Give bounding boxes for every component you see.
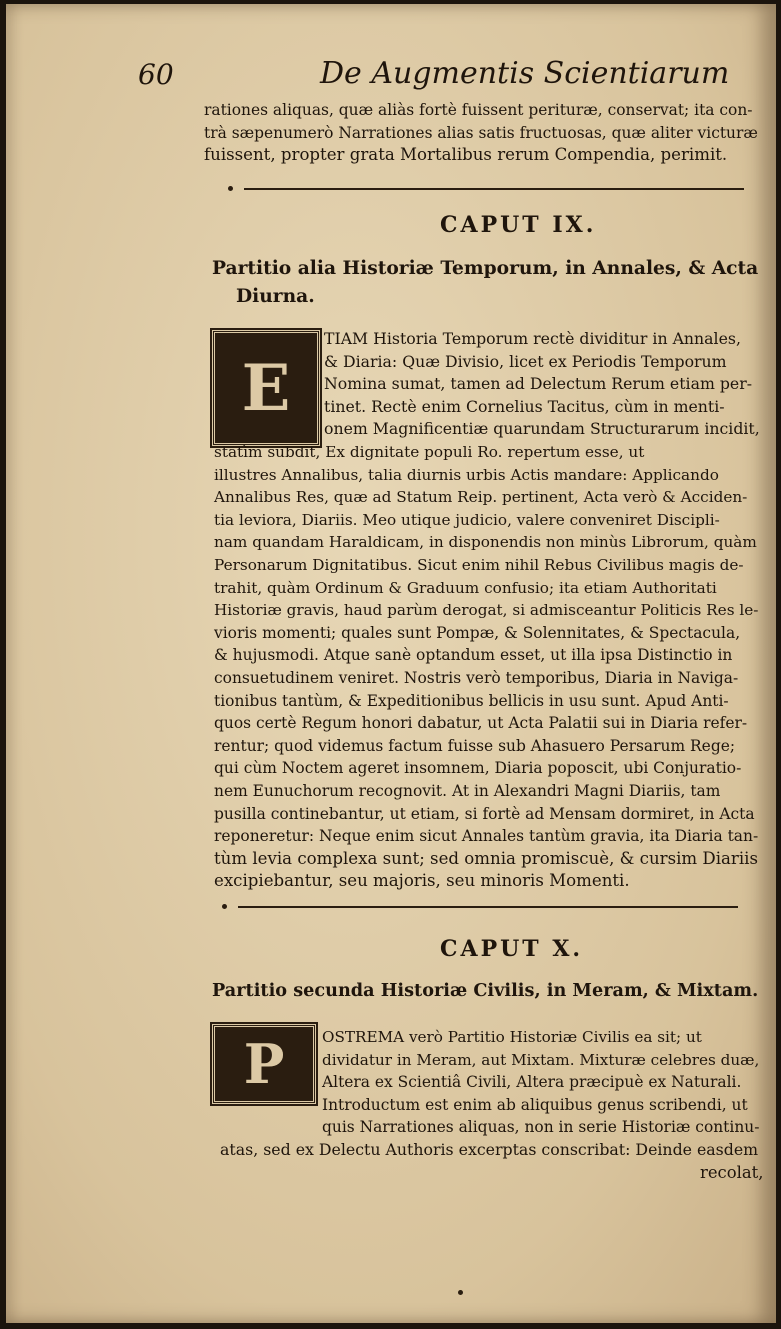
text-line: Introductum est enim ab aliquibus genus scribendi, ut [322,1095,748,1114]
text-line: Historiæ gravis, haud parùm derogat, si admisceantur Politicis Res le- [214,601,759,620]
text-line: OSTREMA verò Partitio Historiæ Civilis ea sit; ut [322,1028,702,1046]
heading-line: Diurna. [236,285,315,307]
text-line: reponeretur: Neque enim sicut Annales tantùm gravia, ita Diaria tan- [214,827,759,846]
drop-cap-initial [212,330,320,446]
chapter10-text-narrow [322,1026,759,1139]
page-mark [458,1290,463,1295]
text-line: Annalibus Res, quæ ad Statum Reip. pertinent, Acta verò & Acciden- [214,488,748,507]
text-line: consuetudinem veniret. Nostris verò temporibus, Diaria in Naviga- [214,668,739,687]
drop-cap-letter: E [241,350,291,426]
drop-cap-letter: P [243,1032,285,1096]
text-line: excipiebantur, seu majoris, seu minoris Momenti. [214,871,630,891]
book-page [6,4,776,1323]
chapter-title: CAPUT IX. [440,212,597,238]
text-line: TIAM Historia Temporum rectè dividitur in Annales, [324,329,741,348]
chapter9-text-narrow [324,328,760,441]
chapter-title: CAPUT X. [440,936,584,962]
text-line: quis Narrationes aliquas, non in serie Historiæ continu- [322,1118,760,1137]
text-line: tùm levia complexa sunt; sed omnia promiscuè, & cursim Diariis [214,848,758,868]
text-line: dividatur in Meram, aut Mixtam. Mixturæ celebres duæ, [322,1050,760,1069]
text-line: vioris momenti; quales sunt Pompæ, & Solennitates, & Spectacula, [214,623,741,642]
text-line: illustres Annalibus, talia diurnis urbis Actis mandare: Applicando [214,465,719,484]
text-line: trà sæpenumerò Narrationes alias satis fructuosas, quæ aliter victuræ [204,123,758,142]
section-divider [238,906,738,908]
text-line: tia leviora, Diariis. Meo utique judicio, valere conveniret Discipli- [214,510,720,529]
text-line: & hujusmodi. Atque sanè optandum esset, ut illa ipsa Distinctio in [214,646,733,665]
text-line: trahit, quàm Ordinum & Graduum confusio; ita etiam Authoritati [214,578,717,597]
text-line: quos certè Regum honori dabatur, ut Acta Palatii sui in Diaria refer- [214,714,748,733]
heading-line: Partitio alia Historiæ Temporum, in Annales, & Acta [212,257,759,279]
text-line: Nomina sumat, tamen ad Delectum Rerum etiam per- [324,374,753,394]
running-title: De Augmentis Scientiarum [320,56,730,91]
text-line: rentur; quod videmus factum fuisse sub Ahasuero Persarum Rege; [214,736,736,755]
page-number: 60 [138,58,174,91]
text-line: pusilla continebantur, ut etiam, si fortè ad Mensam dormiret, in Acta [214,804,755,823]
section-heading: Partitio secunda Historiæ Civilis, in Meram, & Mixtam. [212,980,759,1001]
text-line: nam quandam Haraldicam, in disponendis non minùs Librorum, quàm [214,533,757,552]
text-line: & Diaria: Quæ Divisio, licet ex Periodis Temporum [324,351,727,371]
intro-paragraph [204,99,758,167]
section-heading [212,254,758,310]
text-line: statìm subdit, Ex dignitate populi Ro. repertum esse, ut [214,443,645,461]
text-line: Altera ex Scientiâ Civili, Altera præcipuè ex Naturali. [322,1073,742,1092]
text-line: onem Magnificentiæ quarundam Structurarum incidit, [324,419,760,439]
text-line: Personarum Dignitatibus. Sicut enim nihil Rebus Civilibus magis de- [214,555,744,574]
text-line: recolat, [700,1162,764,1182]
page-header [138,56,758,104]
drop-cap-initial [212,1024,316,1104]
section-divider [244,188,744,190]
chapter9-text [214,441,758,893]
text-line: tionibus tantùm, & Expeditionibus bellicis in usu sunt. Apud Anti- [214,691,729,710]
text-line: tinet. Rectè enim Cornelius Tacitus, cùm in menti- [324,396,725,416]
text-line: fuissent, propter grata Mortalibus rerum Compendia, perimit. [204,145,728,165]
text-line: qui cùm Noctem ageret insomnem, Diaria poposcit, ubi Conjuratio- [214,759,742,778]
text-line: atas, sed ex Delectu Authoris excerptas conscribat: Deinde easdem [220,1140,759,1159]
text-line: nem Eunuchorum recognovit. At in Alexandri Magni Diariis, tam [214,781,721,800]
chapter10-text [220,1139,763,1184]
text-line: rationes aliquas, quæ aliàs fortè fuissent perituræ, conservat; ita con- [204,101,753,119]
